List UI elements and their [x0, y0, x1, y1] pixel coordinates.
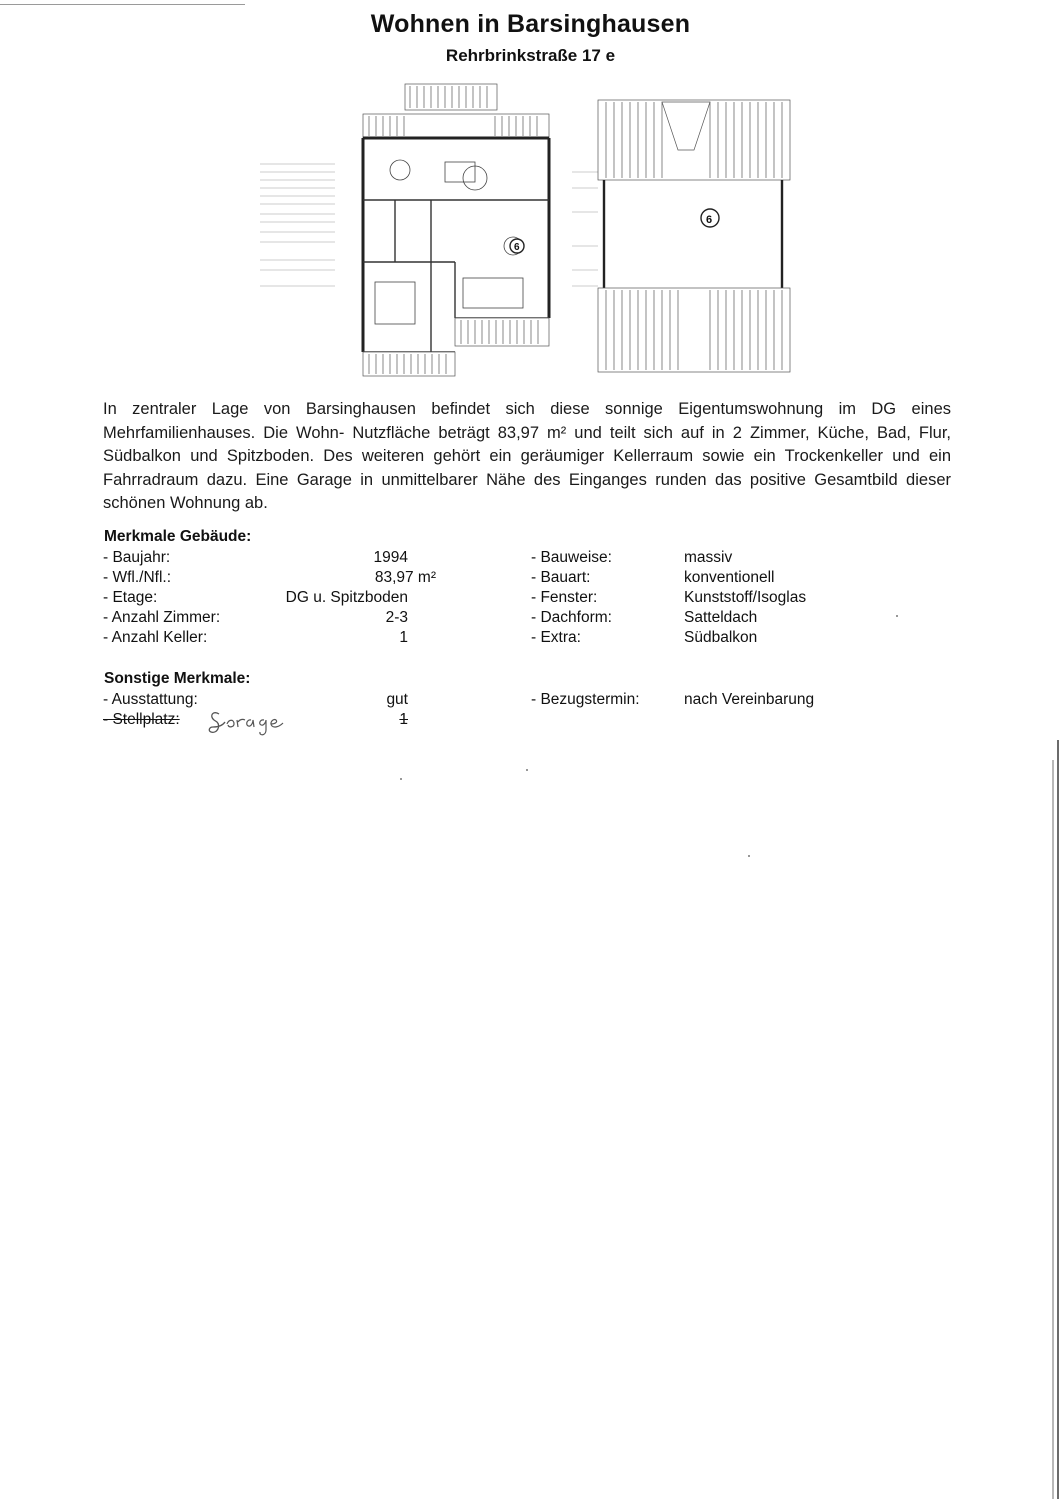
feature-label: - Dachform: [531, 609, 612, 626]
feature-row-etage [103, 588, 408, 608]
feature-value: massiv [684, 549, 733, 566]
scan-speck [748, 855, 750, 857]
unit-number: 6 [514, 242, 520, 253]
feature-label: - Extra: [531, 629, 581, 646]
handwritten-garage-note [205, 708, 290, 738]
feature-row-bezugstermin [531, 690, 851, 710]
scan-edge-right [1057, 740, 1059, 1499]
feature-value: konventionell [684, 569, 775, 586]
floorplan-drawing [255, 82, 555, 382]
feature-label: - Baujahr: [103, 549, 171, 566]
scan-edge-top [0, 4, 245, 5]
feature-label: - Anzahl Zimmer: [103, 609, 221, 626]
feature-label: - Anzahl Keller: [103, 629, 208, 646]
feature-value: 1 [399, 629, 408, 646]
feature-label-struck: - Stellplatz: [103, 711, 180, 728]
feature-label: - Fenster: [531, 589, 598, 606]
feature-value: gut [386, 691, 408, 708]
feature-value: Südbalkon [684, 629, 758, 646]
feature-label: - Ausstattung: [103, 691, 198, 708]
scan-edge-right-inner [1052, 760, 1054, 1499]
section-heading-sonstige: Sonstige Merkmale: [104, 670, 251, 687]
description-text: In zentraler Lage von Barsinghausen befindet sich diese sonnige Eigentumswohnung im DG eines Mehrfamilienhauses. Die Wohn- Nutzfläche beträgt 83,97 m² und teilt sich auf in 2 Zimmer, Küche, Bad, Flur, Südbalkon und Spitzboden. Des weiteren gehört ein geräumiger Kellerraum sowie ein Trockenkeller und ein Fahrradraum dazu. Eine Garage in unmittelbarer Nähe des Einganges runden das positive Gesamtbild dieser schönen Wohnung ab. [103, 400, 951, 512]
feature-label: - Wfl./Nfl.: [103, 569, 172, 586]
attic-floorplan-drawing [570, 92, 805, 382]
feature-value-struck: 1 [399, 711, 408, 728]
scan-speck [400, 778, 402, 780]
feature-row-dachform [531, 608, 851, 628]
feature-value: Satteldach [684, 609, 758, 626]
feature-row-baujahr [103, 548, 408, 568]
feature-label: - Bauart: [531, 569, 591, 586]
attic-unit-number: 6 [706, 214, 713, 226]
feature-row-ausstattung [103, 690, 408, 710]
feature-value: Kunststoff/Isoglas [684, 589, 807, 606]
scan-speck [526, 769, 528, 771]
feature-label: - Bauweise: [531, 549, 612, 566]
feature-value: 1994 [373, 549, 408, 566]
scan-speck [896, 615, 898, 617]
feature-value: nach Vereinbarung [684, 691, 815, 708]
feature-label: - Bezugstermin: [531, 691, 640, 708]
page-title: Wohnen in Barsinghausen [370, 10, 691, 38]
feature-row-anzahl-keller [103, 628, 408, 648]
feature-row-bauweise [531, 548, 851, 568]
feature-row-bauart [531, 568, 851, 588]
feature-value: 2-3 [385, 609, 408, 626]
feature-value: 83,97 m² [374, 569, 436, 586]
feature-row-extra [531, 628, 851, 648]
section-heading-gebaeude: Merkmale Gebäude: [104, 528, 252, 545]
feature-row-anzahl-zimmer [103, 608, 408, 628]
feature-label: - Etage: [103, 589, 158, 606]
feature-row-wohnflaeche [103, 568, 436, 588]
feature-value: DG u. Spitzboden [285, 589, 408, 606]
page-subtitle: Rehrbrinkstraße 17 e [445, 46, 616, 65]
feature-row-fenster [531, 588, 851, 608]
